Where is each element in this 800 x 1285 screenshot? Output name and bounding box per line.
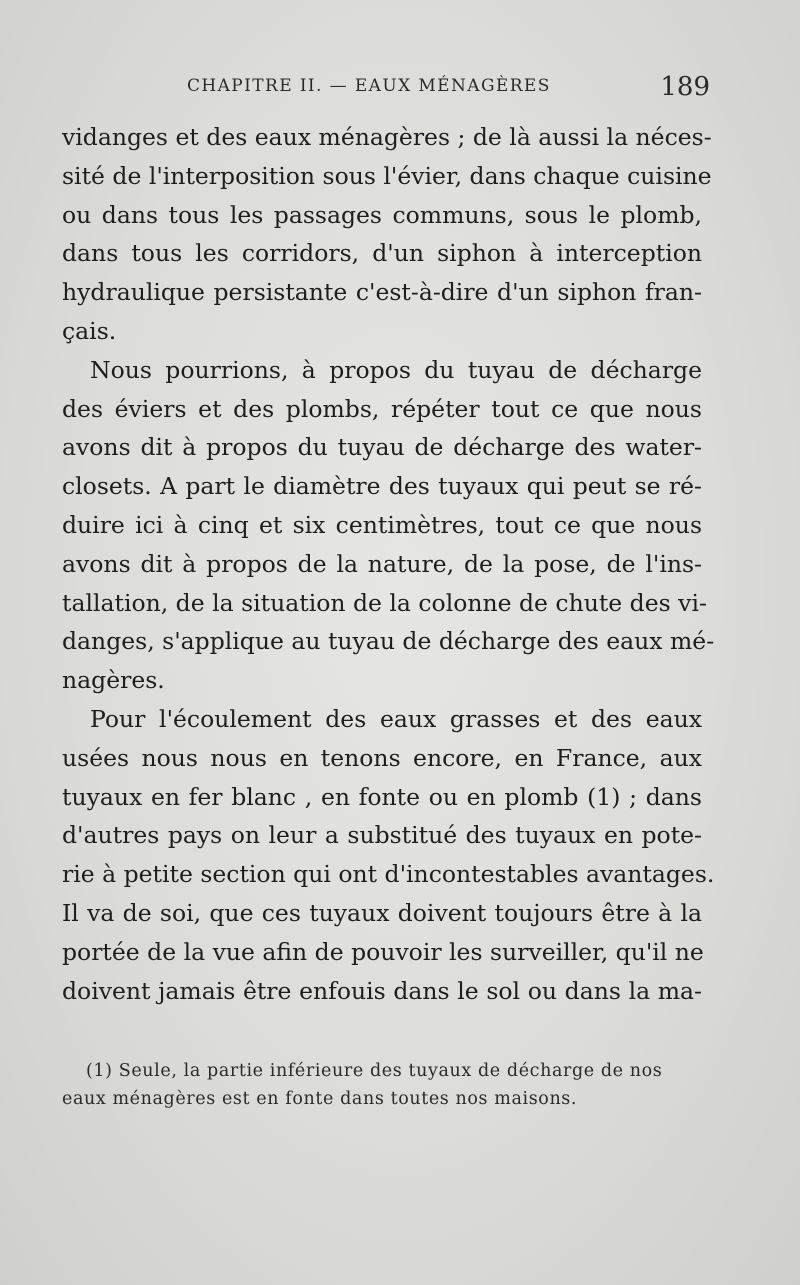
text-line: avons dit à propos de la nature, de la pose, de l'ins-: [62, 549, 702, 578]
text-line: vidanges et des eaux ménagères ; de là aussi la néces-: [62, 123, 712, 151]
text-line: Nous pourrions, à propos du tuyau de décharge: [90, 355, 702, 384]
footnote-line: eaux ménagères est en fonte dans toutes nos maisons.: [62, 1089, 578, 1109]
text-line: portée de la vue afin de pouvoir les surveiller, qu'il ne: [62, 937, 704, 966]
text-line: des éviers et des plombs, répéter tout ce que nous: [62, 394, 702, 423]
text-line: nagères.: [62, 666, 165, 695]
footnote-line: (1) Seule, la partie inférieure des tuyaux de décharge de nos: [86, 1061, 663, 1081]
text-line: Il va de soi, que ces tuyaux doivent toujours être à la: [62, 898, 702, 927]
text-line: avons dit à propos du tuyau de décharge des water-: [62, 433, 702, 462]
text-line: hydraulique persistante c'est-à-dire d'un siphon fran-: [62, 278, 702, 307]
text-line: çais.: [62, 316, 117, 345]
text-line: dans tous les corridors, d'un siphon à interception: [62, 239, 702, 268]
body-text: [62, 118, 715, 1010]
text-line: duire ici à cinq et six centimètres, tout ce que nous: [62, 510, 702, 539]
text-line: sité de l'interposition sous l'évier, dans chaque cuisine: [62, 161, 712, 190]
text-line: tallation, de la situation de la colonne de chute des vi-: [62, 588, 707, 617]
text-line: usées nous nous en tenons encore, en France, aux: [62, 743, 702, 772]
running-head: [62, 72, 710, 106]
text-line: Pour l'écoulement des eaux grasses et des eaux: [90, 704, 702, 733]
text-line: d'autres pays on leur a substitué des tuyaux en pote-: [62, 821, 702, 850]
chapter-title: CHAPITRE II. — EAUX MÉNAGÈRES: [187, 76, 551, 96]
text-line: doivent jamais être enfouis dans le sol ou dans la ma-: [62, 976, 702, 1005]
text-line: tuyaux en fer blanc , en fonte ou en plomb (1) ; dans: [62, 782, 702, 811]
text-line: danges, s'applique au tuyau de décharge des eaux mé-: [62, 627, 715, 656]
text-line: ou dans tous les passages communs, sous le plomb,: [62, 200, 702, 229]
text-line: rie à petite section qui ont d'incontestables avantages.: [62, 860, 715, 889]
text-line: closets. A part le diamètre des tuyaux qui peut se ré-: [62, 472, 702, 501]
page-number: 189: [660, 72, 710, 102]
footnote: [62, 1057, 702, 1113]
